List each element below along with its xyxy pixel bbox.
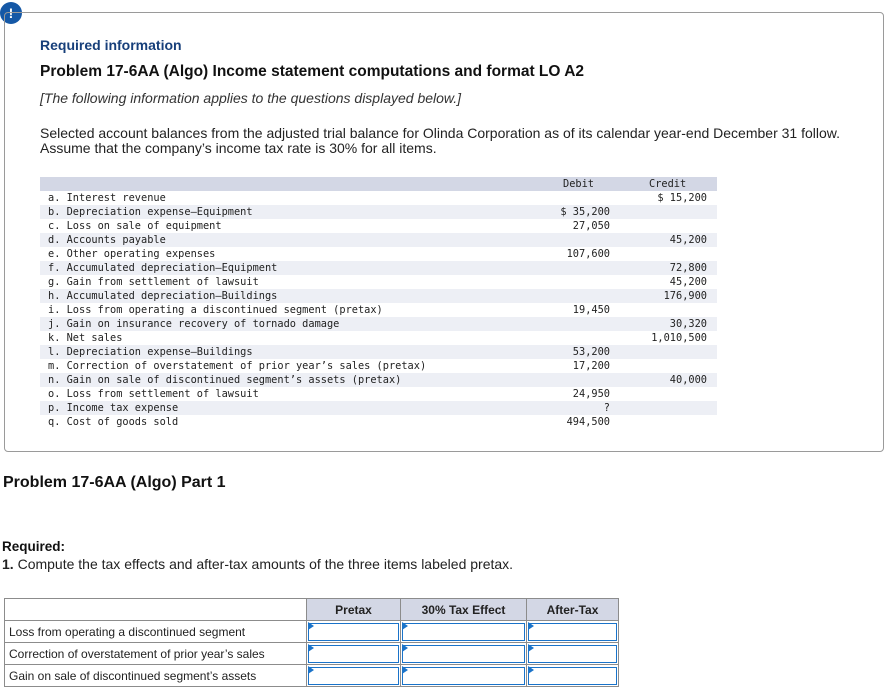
cell-marker-icon bbox=[402, 622, 408, 630]
trial-balance-header bbox=[40, 177, 717, 191]
trial-balance-row bbox=[40, 191, 717, 205]
tax-effect-table bbox=[4, 598, 619, 687]
after-tax-input[interactable] bbox=[528, 667, 617, 685]
required-instruction bbox=[2, 556, 513, 572]
account-label: m. Correction of overstatement of prior year’s sales (pretax) bbox=[48, 360, 427, 372]
cell-marker-icon bbox=[308, 644, 314, 652]
required-label: Required: bbox=[2, 539, 66, 554]
credit-amount: 72,800 bbox=[669, 262, 707, 274]
required-text: Compute the tax effects and after-tax amounts of the three items labeled pretax. bbox=[13, 556, 514, 572]
trial-balance-row bbox=[40, 401, 717, 415]
debit-amount: 24,950 bbox=[572, 388, 610, 400]
credit-amount: 40,000 bbox=[669, 374, 707, 386]
trial-balance-row bbox=[40, 359, 717, 373]
cell-marker-icon bbox=[528, 644, 534, 652]
tax-effect-input-cell bbox=[401, 665, 527, 687]
trial-balance-row bbox=[40, 317, 717, 331]
required-information-heading: Required information bbox=[40, 37, 182, 53]
debit-amount: 107,600 bbox=[566, 248, 610, 260]
after-tax-input[interactable] bbox=[528, 645, 617, 663]
after-tax-input-cell bbox=[527, 621, 619, 643]
cell-marker-icon bbox=[528, 666, 534, 674]
debit-amount: 17,200 bbox=[572, 360, 610, 372]
trial-balance-row bbox=[40, 373, 717, 387]
cell-marker-icon bbox=[402, 644, 408, 652]
tax-effect-input[interactable] bbox=[402, 645, 525, 663]
pretax-input[interactable] bbox=[308, 623, 399, 641]
account-label: p. Income tax expense bbox=[48, 402, 179, 414]
problem-title: Problem 17-6AA (Algo) Income statement computations and format LO A2 bbox=[40, 63, 585, 80]
account-label: q. Cost of goods sold bbox=[48, 416, 179, 428]
account-label: b. Depreciation expense—Equipment bbox=[48, 206, 253, 218]
debit-amount: $ 35,200 bbox=[560, 206, 610, 218]
tax-effect-row-label: Gain on sale of discontinued segment’s assets bbox=[5, 665, 307, 687]
pretax-input[interactable] bbox=[308, 645, 399, 663]
trial-balance-row bbox=[40, 289, 717, 303]
credit-amount: 1,010,500 bbox=[651, 332, 707, 344]
credit-amount: 45,200 bbox=[669, 234, 707, 246]
account-label: l. Depreciation expense—Buildings bbox=[48, 346, 253, 358]
pretax-input-cell bbox=[307, 621, 401, 643]
alert-icon: ! bbox=[0, 2, 22, 24]
pretax-header: Pretax bbox=[307, 599, 401, 621]
tax-effect-input[interactable] bbox=[402, 623, 525, 641]
credit-amount: 30,320 bbox=[669, 318, 707, 330]
pretax-input-cell bbox=[307, 643, 401, 665]
trial-balance-row bbox=[40, 275, 717, 289]
account-label: c. Loss on sale of equipment bbox=[48, 220, 222, 232]
debit-header: Debit bbox=[563, 178, 594, 190]
trial-balance-row bbox=[40, 331, 717, 345]
trial-balance-row bbox=[40, 261, 717, 275]
tax-effect-row bbox=[5, 643, 619, 665]
required-number: 1. bbox=[2, 556, 14, 572]
debit-amount: 53,200 bbox=[572, 346, 610, 358]
row-label-header bbox=[5, 599, 307, 621]
pretax-input[interactable] bbox=[308, 667, 399, 685]
account-label: j. Gain on insurance recovery of tornado damage bbox=[48, 318, 340, 330]
credit-amount: 176,900 bbox=[663, 290, 707, 302]
account-label: o. Loss from settlement of lawsuit bbox=[48, 388, 259, 400]
account-label: g. Gain from settlement of lawsuit bbox=[48, 276, 259, 288]
tax-effect-row-label: Correction of overstatement of prior year’s sales bbox=[5, 643, 307, 665]
tax-effect-header-row bbox=[5, 599, 619, 621]
trial-balance-row bbox=[40, 205, 717, 219]
tax-effect-header: 30% Tax Effect bbox=[401, 599, 527, 621]
problem-subtitle: [The following information applies to the questions displayed below.] bbox=[40, 90, 462, 106]
cell-marker-icon bbox=[308, 622, 314, 630]
after-tax-input-cell bbox=[527, 665, 619, 687]
cell-marker-icon bbox=[402, 666, 408, 674]
debit-amount: ? bbox=[603, 402, 610, 414]
tax-effect-rows bbox=[5, 621, 619, 687]
trial-balance-row bbox=[40, 219, 717, 233]
problem-description: Selected account balances from the adjusted trial balance for Olinda Corporation as of its calendar year-end December 31 follow. Assume that the company’s income tax rate is 30% for all items. bbox=[40, 125, 841, 156]
trial-balance-row bbox=[40, 303, 717, 317]
account-label: k. Net sales bbox=[48, 332, 123, 344]
tax-effect-input-cell bbox=[401, 621, 527, 643]
account-label: h. Accumulated depreciation—Buildings bbox=[48, 290, 278, 302]
tax-effect-input-cell bbox=[401, 643, 527, 665]
trial-balance-row bbox=[40, 415, 717, 429]
account-label: i. Loss from operating a discontinued segment (pretax) bbox=[48, 304, 383, 316]
after-tax-header: After-Tax bbox=[527, 599, 619, 621]
debit-amount: 494,500 bbox=[566, 416, 610, 428]
account-label: e. Other operating expenses bbox=[48, 248, 216, 260]
after-tax-input[interactable] bbox=[528, 623, 617, 641]
account-label: n. Gain on sale of discontinued segment’s assets (pretax) bbox=[48, 374, 402, 386]
pretax-input-cell bbox=[307, 665, 401, 687]
account-label: a. Interest revenue bbox=[48, 192, 166, 204]
part-title: Problem 17-6AA (Algo) Part 1 bbox=[3, 474, 226, 491]
debit-amount: 19,450 bbox=[572, 304, 610, 316]
credit-amount: $ 15,200 bbox=[657, 192, 707, 204]
after-tax-input-cell bbox=[527, 643, 619, 665]
trial-balance-row bbox=[40, 387, 717, 401]
trial-balance-rows bbox=[40, 191, 717, 429]
trial-balance-row bbox=[40, 345, 717, 359]
trial-balance-row bbox=[40, 247, 717, 261]
account-label: d. Accounts payable bbox=[48, 234, 166, 246]
account-label: f. Accumulated depreciation—Equipment bbox=[48, 262, 278, 274]
cell-marker-icon bbox=[308, 666, 314, 674]
tax-effect-input[interactable] bbox=[402, 667, 525, 685]
credit-amount: 45,200 bbox=[669, 276, 707, 288]
debit-amount: 27,050 bbox=[572, 220, 610, 232]
tax-effect-row bbox=[5, 621, 619, 643]
tax-effect-row bbox=[5, 665, 619, 687]
credit-header: Credit bbox=[649, 178, 687, 190]
trial-balance-table bbox=[40, 177, 717, 429]
trial-balance-row bbox=[40, 233, 717, 247]
cell-marker-icon bbox=[528, 622, 534, 630]
tax-effect-row-label: Loss from operating a discontinued segment bbox=[5, 621, 307, 643]
